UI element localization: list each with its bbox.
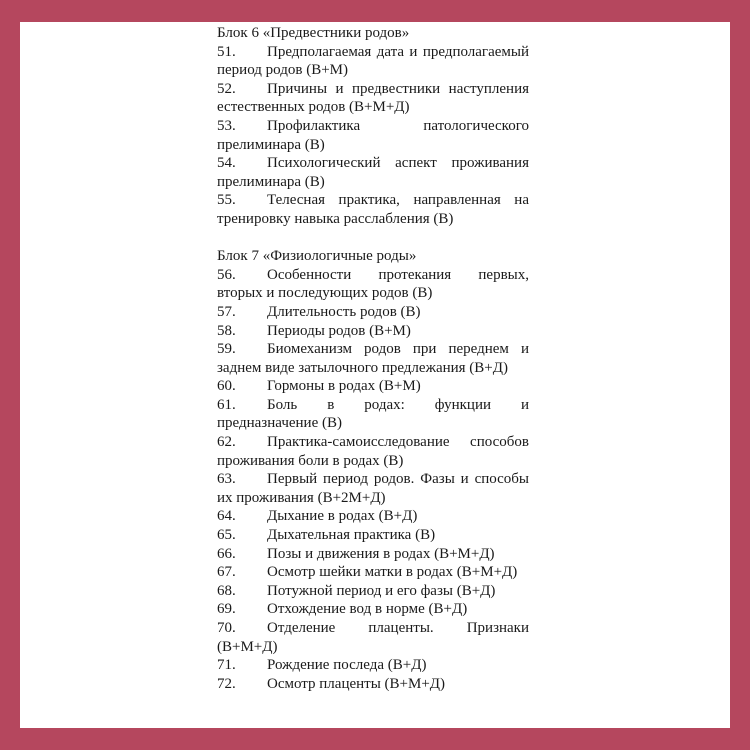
list-item-54 xyxy=(217,154,529,191)
item-text: Телесная практика, направленная на тренировку навыка расслабления (В) xyxy=(217,192,529,227)
item-text: Первый период родов. Фазы и способы их проживания (В+2М+Д) xyxy=(217,471,529,506)
item-text: Биомеханизм родов при переднем и заднем виде затылочного предлежания (В+Д) xyxy=(217,341,529,376)
item-number: 56. xyxy=(217,266,236,283)
item-number: 63. xyxy=(217,471,236,488)
item-text: Периоды родов (В+М) xyxy=(267,322,411,339)
block-6-title: Блок 6 «Предвестники родов» xyxy=(217,25,410,41)
list-item-51 xyxy=(217,43,529,80)
item-text: Отхождение вод в норме (В+Д) xyxy=(267,601,468,618)
list-item-57 xyxy=(217,303,529,322)
list-item-70 xyxy=(217,619,529,656)
item-number: 72. xyxy=(217,675,236,692)
list-item-71 xyxy=(217,656,529,675)
list-item-56 xyxy=(217,266,529,303)
list-item-69 xyxy=(217,600,529,619)
item-text: Психологический аспект проживания прелиминара (В) xyxy=(217,155,529,190)
list-item-58 xyxy=(217,322,529,341)
item-number: 62. xyxy=(217,434,236,451)
item-number: 70. xyxy=(217,620,236,636)
block-spacer xyxy=(217,229,529,248)
item-text: Причины и предвестники наступления естественных родов (В+М+Д) xyxy=(217,80,529,116)
item-number: 57. xyxy=(217,303,236,320)
item-number: 51. xyxy=(217,43,236,60)
item-number: 58. xyxy=(217,322,236,339)
item-number: 61. xyxy=(217,396,236,413)
item-text: Дыхательная практика (В) xyxy=(267,527,436,544)
block-6 xyxy=(217,24,529,229)
item-text: Длительность родов (В) xyxy=(267,303,421,320)
list-item-61 xyxy=(217,396,529,433)
item-text: Боль в родах: функции и предназначение (В) xyxy=(217,396,529,432)
item-text: Осмотр шейки матки в родах (В+М+Д) xyxy=(267,564,518,581)
list-item-65 xyxy=(217,526,529,545)
item-text: Предполагаемая дата и предполагаемый период родов (В+М) xyxy=(217,43,529,79)
list-item-64 xyxy=(217,507,529,526)
list-item-55 xyxy=(217,191,529,228)
list-item-60 xyxy=(217,377,529,396)
list-item-67 xyxy=(217,563,529,582)
document xyxy=(217,24,529,693)
list-item-53 xyxy=(217,117,529,154)
item-text: Профилактика патологического прелиминара (В) xyxy=(217,117,529,153)
item-number: 60. xyxy=(217,378,236,395)
item-text: Особенности протекания первых, вторых и последующих родов (В) xyxy=(217,266,529,302)
list-item-72 xyxy=(217,675,529,694)
item-text: Потужной период и его фазы (В+Д) xyxy=(267,582,496,599)
item-number: 52. xyxy=(217,80,236,97)
item-number: 71. xyxy=(217,657,236,674)
list-item-52 xyxy=(217,80,529,117)
item-text: Осмотр плаценты (В+М+Д) xyxy=(267,675,446,692)
item-number: 67. xyxy=(217,564,236,581)
block-7 xyxy=(217,247,529,693)
list-item-59 xyxy=(217,340,529,377)
item-text: Отделение плаценты. Признаки (В+М+Д) xyxy=(217,620,529,655)
item-number: 66. xyxy=(217,545,236,562)
item-text: Практика-самоисследование способов проживания боли в родах (В) xyxy=(217,434,529,469)
item-number: 59. xyxy=(217,341,236,358)
item-number: 54. xyxy=(217,155,236,172)
list-item-62 xyxy=(217,433,529,470)
item-text: Дыхание в родах (В+Д) xyxy=(267,508,418,525)
item-number: 69. xyxy=(217,601,236,618)
item-text: Позы и движения в родах (В+М+Д) xyxy=(267,545,495,562)
item-text: Гормоны в родах (В+М) xyxy=(267,378,421,395)
item-number: 53. xyxy=(217,117,236,134)
list-item-66 xyxy=(217,545,529,564)
item-text: Рождение последа (В+Д) xyxy=(267,657,427,674)
item-number: 55. xyxy=(217,192,236,209)
list-item-68 xyxy=(217,582,529,601)
list-item-63 xyxy=(217,470,529,507)
item-number: 65. xyxy=(217,527,236,544)
block-7-title: Блок 7 «Физиологичные роды» xyxy=(217,248,417,265)
item-number: 68. xyxy=(217,582,236,599)
item-number: 64. xyxy=(217,508,236,525)
